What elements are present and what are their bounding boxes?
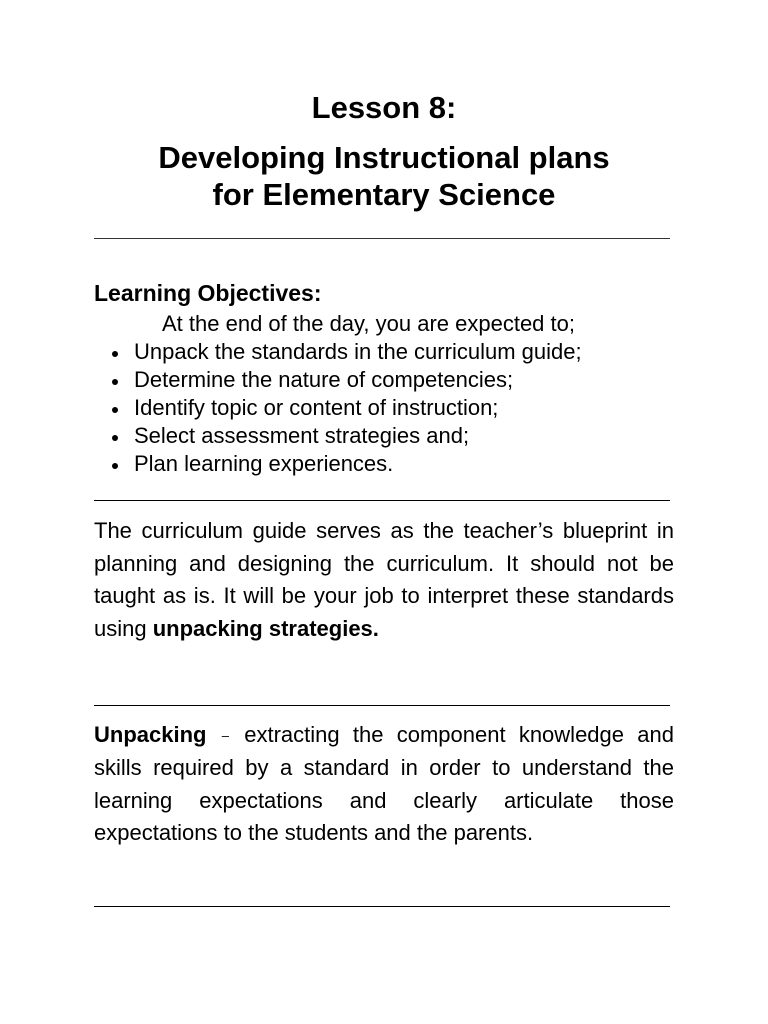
bold-phrase: unpacking strategies. [152, 615, 379, 641]
unpacking-definition-paragraph [94, 719, 674, 850]
objective-text: Plan learning experiences. [134, 451, 394, 476]
bullet-icon [112, 435, 118, 441]
objective-text: Unpack the standards in the curriculum guide; [134, 339, 582, 364]
objectives-list [112, 338, 582, 478]
bullet-icon [112, 407, 118, 413]
paragraph-text: The curriculum guide serves as the teacher’s blueprint in planning and designing the curriculum. It should not be taught as is. It will be your job to interpret these standards using [94, 518, 674, 641]
definition-text: extracting the component knowledge and skills required by a standard in order to understand the learning expectations and clearly articulate those expectations to the students and the parents. [94, 722, 674, 846]
list-item [112, 394, 582, 422]
objective-text: Identify topic or content of instruction; [134, 395, 499, 420]
objective-text: Select assessment strategies and; [134, 423, 470, 448]
objective-text: Determine the nature of competencies; [134, 367, 514, 392]
lesson-number-title: Lesson 8: [311, 90, 457, 125]
list-item [112, 422, 582, 450]
divider-line [94, 705, 670, 706]
bullet-icon [112, 379, 118, 385]
bullet-icon [112, 351, 118, 357]
bullet-icon [112, 463, 118, 469]
divider-line [94, 906, 670, 907]
divider-line [94, 238, 670, 239]
list-item [112, 366, 582, 394]
lesson-title-line-1: Developing Instructional plans [158, 140, 610, 175]
learning-objectives-heading: Learning Objectives: [94, 280, 322, 306]
list-item [112, 338, 582, 366]
dash-separator: – [221, 727, 229, 743]
divider-line [94, 500, 670, 501]
defined-term: Unpacking [94, 722, 207, 747]
lesson-title-line-2: for Elementary Science [212, 177, 556, 212]
list-item [112, 450, 582, 478]
curriculum-guide-paragraph [94, 515, 674, 645]
objectives-intro: At the end of the day, you are expected to; [162, 311, 575, 336]
